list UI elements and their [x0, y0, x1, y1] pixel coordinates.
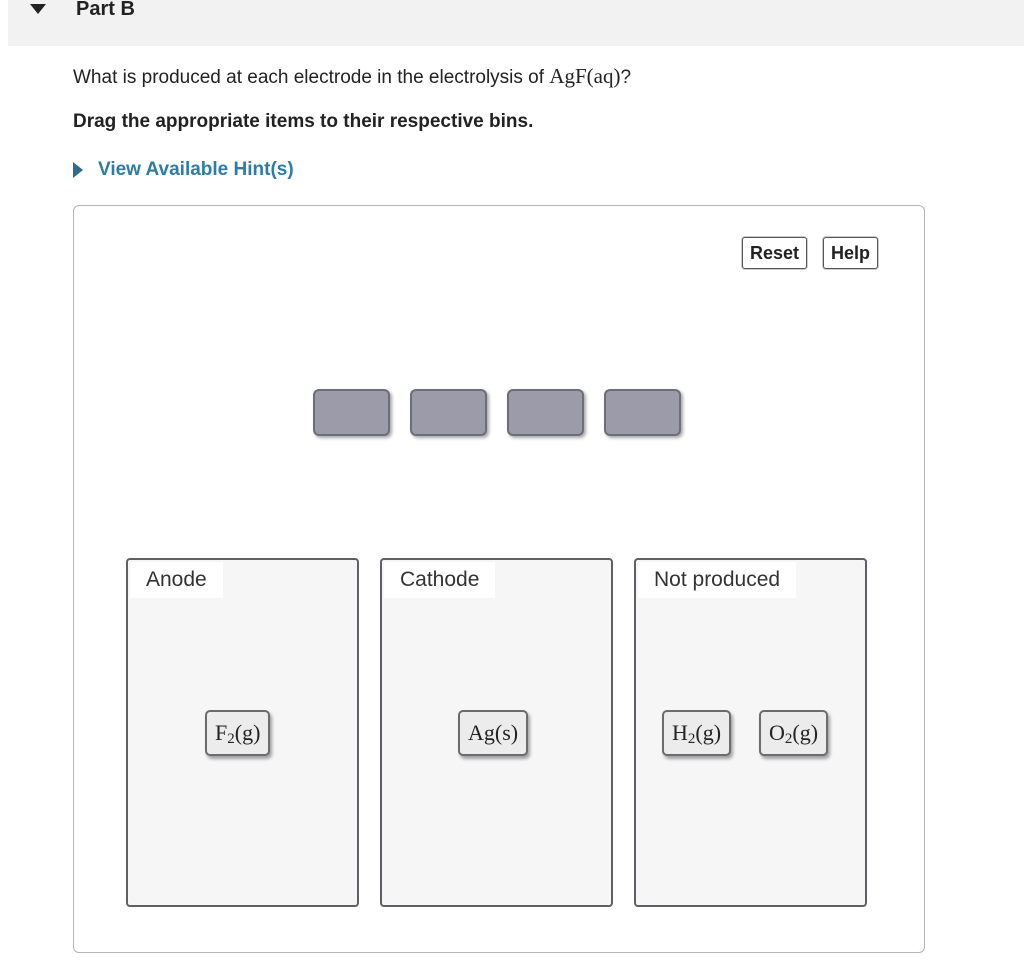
view-hints-label: View Available Hint(s) [98, 159, 294, 180]
help-button[interactable]: Help [823, 237, 878, 269]
bin-cathode[interactable] [380, 558, 613, 907]
view-hints-link[interactable] [73, 159, 294, 181]
collapse-caret-icon[interactable] [30, 4, 46, 14]
bin-not-produced[interactable] [634, 558, 867, 907]
bin-label: Cathode [384, 562, 495, 598]
reset-button[interactable]: Reset [742, 237, 807, 269]
bin-label: Not produced [638, 562, 796, 598]
instruction-text: Drag the appropriate items to their respective bins. [73, 111, 534, 132]
draggable-item-f2[interactable]: $F_2(g)$ [205, 710, 270, 756]
question-text [73, 64, 631, 89]
expand-caret-icon [73, 162, 83, 178]
answer-slot [410, 389, 487, 436]
question-formula: AgF(aq) [549, 64, 621, 88]
part-header[interactable] [8, 0, 1024, 46]
answer-slot [604, 389, 681, 436]
bin-label: Anode [130, 562, 223, 598]
part-title: Part B [76, 0, 135, 20]
draggable-item-h2[interactable]: $H_2(g)$ [662, 710, 731, 756]
drag-drop-workspace [73, 205, 925, 953]
answer-slot [313, 389, 390, 436]
question-suffix: ? [620, 67, 632, 88]
bin-anode[interactable] [126, 558, 359, 907]
answer-slot [507, 389, 584, 436]
draggable-item-o2[interactable]: $O_2(g)$ [759, 710, 828, 756]
draggable-item-ag[interactable]: Ag(s) [458, 710, 528, 756]
question-prefix: What is produced at each electrode in the electrolysis of [73, 67, 550, 88]
